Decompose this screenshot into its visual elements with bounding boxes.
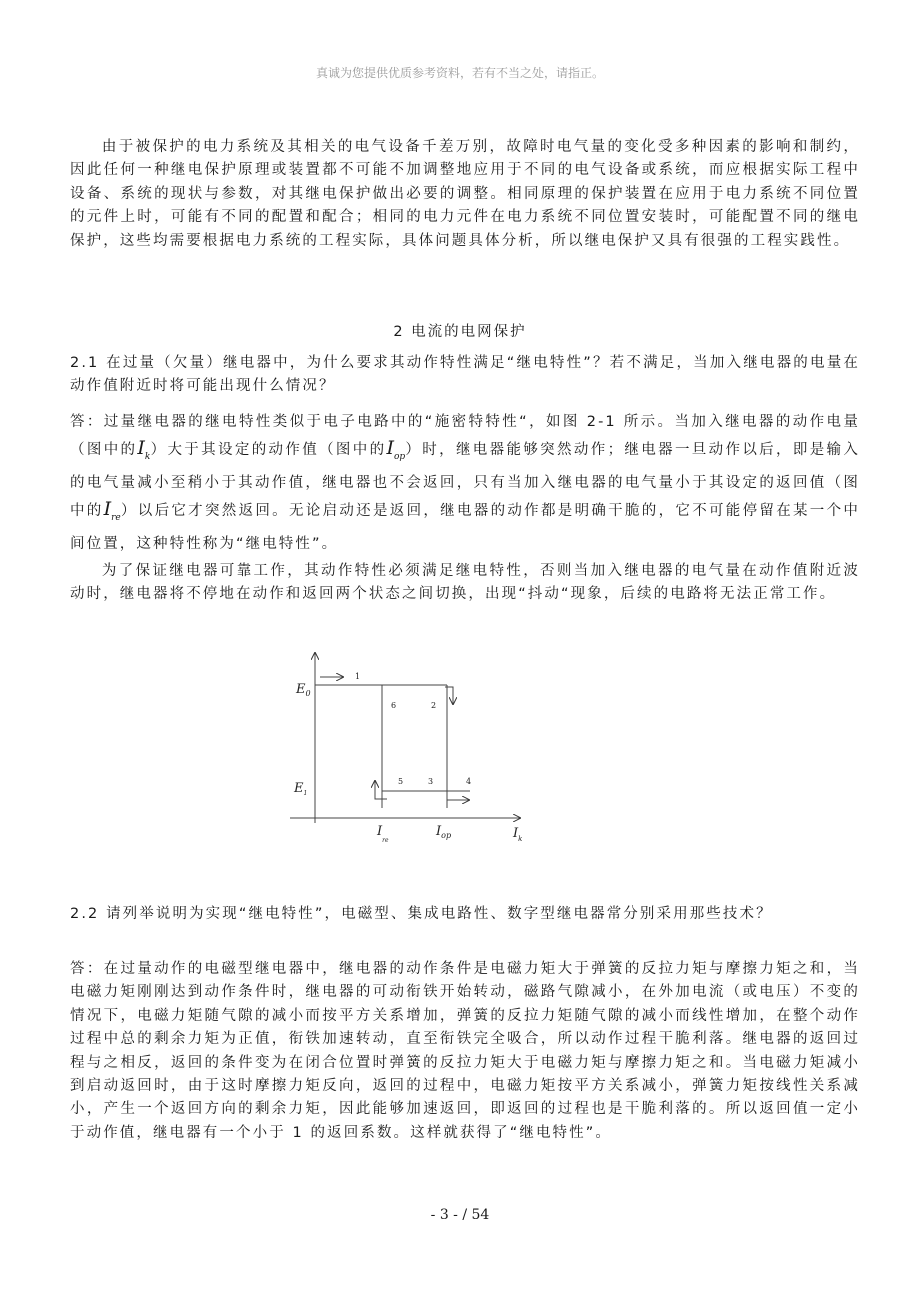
segment-number-3: 3 xyxy=(428,777,434,786)
label-e1: $E_1$ xyxy=(294,781,308,797)
segment-number-5: 5 xyxy=(398,777,404,786)
symbol-iop: $I_{op}$ xyxy=(386,437,406,462)
arrow-2 xyxy=(445,687,453,704)
answer-2-1-part1: 答：过量继电器的继电特性类似于电子电路中的“施密特特性“，如图 2-1 所示。当加入继电器的动作电量（图中的 xyxy=(70,414,860,458)
answer-2-1-part3: ）时，继电器能够突然动作；继电器一旦动作以后，即是输入的电气量减小至稍小于其动作值，继电器也不会返回，只有当加入继电器的电气量小于其设定的返回值（图中的 xyxy=(70,442,861,519)
section-heading: 2 电流的电网保护 xyxy=(393,324,527,340)
segment-number-6: 6 xyxy=(391,701,397,710)
segment-number-1: 1 xyxy=(355,672,361,681)
label-iop: $I_{op}$ xyxy=(436,824,452,840)
answer-2-1-part2: ）大于其设定的动作值（图中的 xyxy=(150,442,387,458)
relay-characteristic-diagram xyxy=(285,648,535,848)
segment-number-2: 2 xyxy=(431,701,437,710)
symbol-ik: $I_k$ xyxy=(137,437,151,462)
segment-number-4: 4 xyxy=(466,777,472,786)
intro-paragraph: 由于被保护的电力系统及其相关的电气设备千差万别，故障时电气量的变化受多种因素的影响和制约，因此任何一种继电保护原理或装置都不可能不加调整地应用于不同的电气设备或系统，而应根据实际工程中设备、系统的现状与参数，对其继电保护做出必要的调整。相同原理的保护装置在应用于电力系统不同位置的元件上时，可能有不同的配置和配合；相同的电力元件在电力系统不同位置安装时，可能配置不同的继电保护，这些均需要根据电力系统的工程实际，具体问题具体分析，所以继电保护又具有很强的工程实践性。 xyxy=(70,139,860,249)
question-2-1: 2.1 在过量（欠量）继电器中，为什么要求其动作特性满足“继电特性”？若不满足，当加入继电器的电量在动作值附近时将可能出现什么情况？ xyxy=(70,355,860,395)
answer-2-1-part4: ）以后它才突然返回。无论启动还是返回，继电器的动作都是明确干脆的，它不可能停留在某一个中间位置，这种特性称为“继电特性”。 xyxy=(70,502,860,552)
symbol-ire: $I_{re}$ xyxy=(103,497,121,523)
answer-2-2: 答：在过量动作的电磁型继电器中，继电器的动作条件是电磁力矩大于弹簧的反拉力矩与摩擦力矩之和，当电磁力矩刚刚达到动作条件时，继电器的可动衔铁开始转动，磁路气隙减小，在外加电流（或电压）不变的情况下，电磁力矩随气隙的减小而按平方关系增加，弹簧的反拉力矩随气隙的减小而线性增加，在整个动作过程中总的剩余力矩为正值，衔铁加速转动，直至衔铁完全吸合，所以动作过程干脆利落。继电器的返回过程与之相反，返回的条件变为在闭合位置时弹簧的反拉力矩大于电磁力矩与摩擦力矩之和。当电磁力矩减小到启动返回时，由于这时摩擦力矩反向，返回的过程中，电磁力矩按平方关系减小，弹簧力矩按线性关系减小，产生一个返回方向的剩余力矩，因此能够加速返回，即返回的过程也是干脆利落的。所以返回值一定小于动作值，继电器有一个小于 1 的返回系数。这样就获得了“继电特性”。 xyxy=(70,961,860,1141)
relay-characteristic-figure xyxy=(285,648,535,848)
label-ik: $I_k$ xyxy=(513,826,523,843)
page-number: - 3 - / 54 xyxy=(430,1207,490,1223)
question-2-2: 2.2 请列举说明为实现“继电特性”，电磁型、集成电路性、数字型继电器常分别采用那些技术？ xyxy=(70,906,773,922)
answer-2-1-second: 为了保证继电器可靠工作，其动作特性必须满足继电特性，否则当加入继电器的电气量在动作值附近波动时，继电器将不停地在动作和返回两个状态之间切换，出现“抖动“现象，后续的电路将无法正常工作。 xyxy=(70,563,860,603)
arrow-5 xyxy=(375,781,387,799)
label-ire: $I_{re}$ xyxy=(377,824,389,844)
header-watermark: 真诚为您提供优质参考资料，若有不当之处，请指正。 xyxy=(315,66,604,80)
answer-2-1 xyxy=(70,409,860,557)
label-e0: $E_0$ xyxy=(296,682,311,698)
